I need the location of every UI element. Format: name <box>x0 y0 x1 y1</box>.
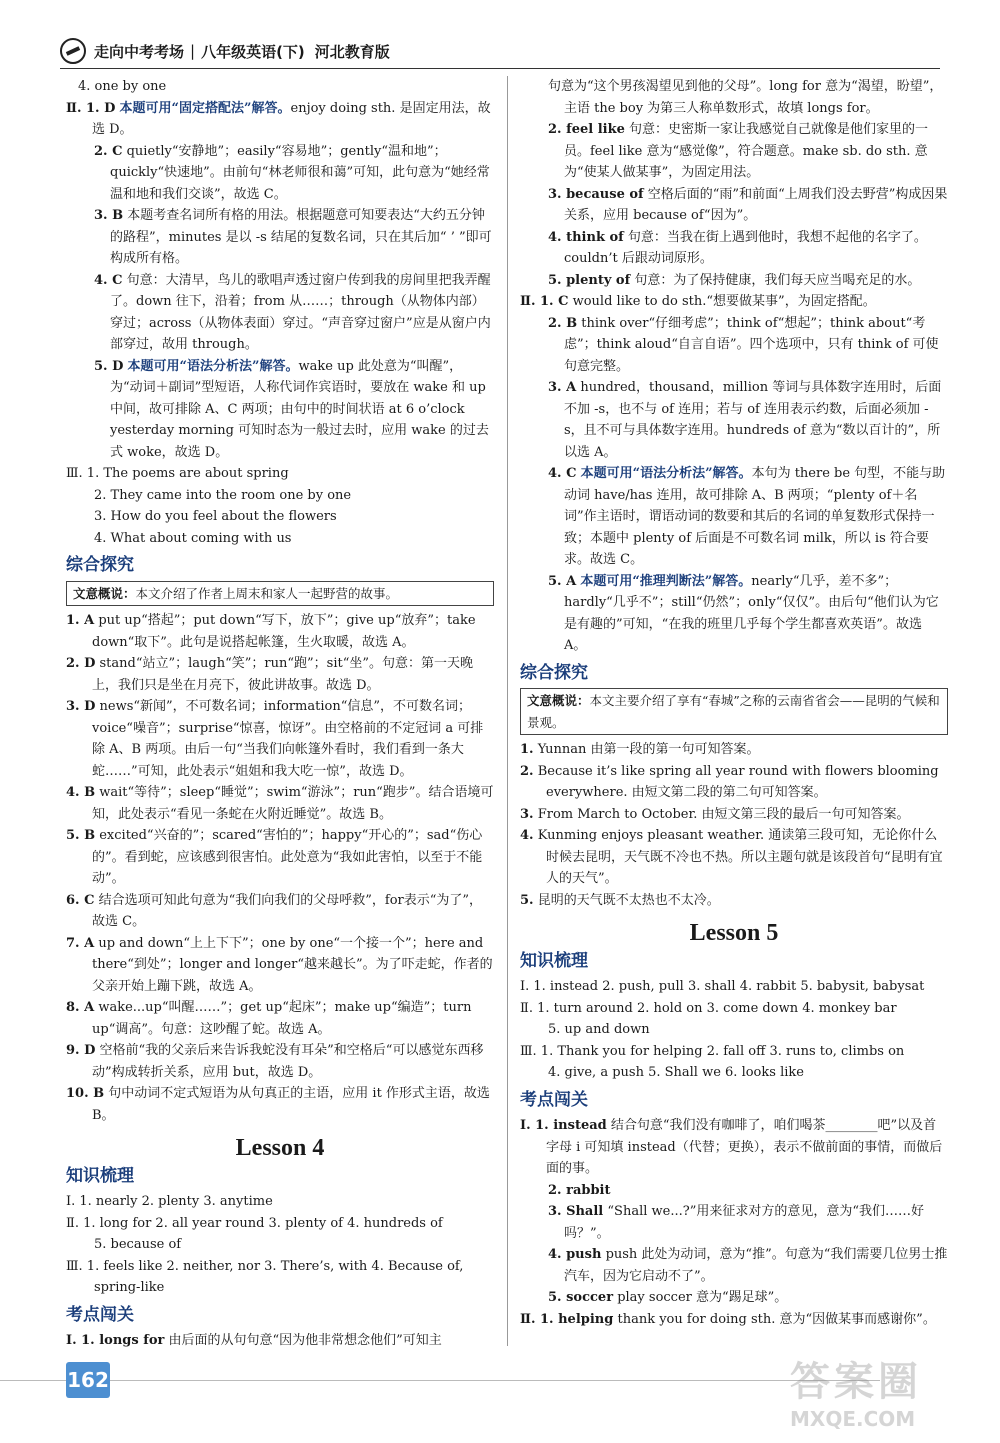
answer-number: 3. Shall <box>548 1204 604 1219</box>
answer-number: 3. B <box>94 208 124 223</box>
answer-item <box>520 1287 948 1309</box>
answer-item <box>66 205 494 270</box>
answer-text: would like to do sth.“想要做某事”，为固定搭配。 <box>572 294 876 309</box>
answer-item <box>520 377 948 463</box>
answer-item <box>66 890 494 933</box>
answer-text: put up“搭起”；put down“写下，放下”；give up“放弃”；take down“取下”。此句是说搭起帐篷，生火取暖，故选 A。 <box>92 613 476 650</box>
answer-list <box>66 610 494 1126</box>
answer-item <box>520 890 948 912</box>
answer-item <box>520 739 948 761</box>
answer-line: Ⅲ. 1. The poems are about spring <box>66 466 289 481</box>
page-header <box>60 38 390 64</box>
answer-number: 5. B <box>66 828 96 843</box>
answer-line: Ⅲ. 1. Thank you for helping 2. fall off 3. runs to, climbs on <box>520 1043 905 1059</box>
answer-line: 4. give, a push 5. Shall we 6. looks like <box>548 1065 804 1080</box>
answer-number: 2. D <box>66 656 96 671</box>
answer-text: From March to October. 由短文第三段的最后一句可知答案。 <box>537 806 910 822</box>
answer-item <box>520 227 948 270</box>
answer-item <box>520 1201 948 1244</box>
answer-line: Ⅲ. 1. feels like 2. neither, nor 3. There’s, with 4. Because of, <box>66 1258 464 1274</box>
answer-item <box>520 761 948 804</box>
answer-item <box>520 119 948 184</box>
method-tip: 本题可用“语法分析法”解答。 <box>580 466 752 481</box>
answer-item <box>66 1083 494 1126</box>
answer-text: news“新闻”，不可数名词；information“信息”，不可数名词；voice“噪音”；surprise“惊喜，惊讶”。由空格前的不定冠词 a 可排除 A、B 两项。由后一句“当我们向帐篷外看时，我们看到一条大蛇……”可知，此处表示“姐姐和我大吃一惊”，故选 D。 <box>92 699 484 779</box>
method-tip: 本题可用“语法分析法”解答。 <box>127 358 299 374</box>
answer-text: stand“站立”；laugh“笑”；run“跑”；sit“坐”。句意：第一天晚上，我们只是坐在月亮下，彼此讲故事。故选 D。 <box>92 656 474 693</box>
answer-item <box>66 696 494 782</box>
right-column <box>520 76 948 1330</box>
answer-text: up and down“上上下下”；one by one“一个接一个”；here and there“到处”；longer and longer“越来越长”。为了吓走蛇，作者的父亲开始上蹦下跳，故选 A。 <box>92 935 493 994</box>
answer-line: 4. What about coming with us <box>94 530 292 546</box>
answer-text: enjoy doing sth. 是固定用法，故选 D。 <box>92 100 491 137</box>
answer-text: hundred，thousand，million 等词与具体数字连用时，后面不加 -s，也不与 of 连用；若与 of 连用表示约数，后面必须加 -s，且不可与具体数字连用。hundreds of 意为“数以百计的”，所以选 A。 <box>564 380 942 460</box>
answer-number: 7. A <box>66 935 95 951</box>
summary-box <box>66 581 494 607</box>
answer-number: 2. B <box>548 315 578 331</box>
answer-item <box>66 997 494 1040</box>
header-separator: | <box>190 42 196 60</box>
answer-text: push 此处为动词，意为“推”。句意为“我们需要几位男士推汽车，因为它启动不了”。 <box>564 1247 948 1284</box>
answer-text: 昆明的天气既不太热也不太冷。 <box>537 892 720 908</box>
method-tip: 本题可用“固定搭配法”解答。 <box>119 100 291 116</box>
answer-item <box>520 313 948 378</box>
answer-item <box>66 270 494 356</box>
lesson-title: Lesson 5 <box>689 920 779 946</box>
answer-text: Yunnan 由第一段的第一句可知答案。 <box>537 742 760 757</box>
answer-number: 10. B <box>66 1086 105 1101</box>
answer-number: 2. <box>520 763 534 779</box>
answer-line: 2. They came into the room one by one <box>94 487 352 503</box>
answer-text: wake...up“叫醒……”；get up“起床”；make up“编造”；turn up“调高”。句意：这吵醒了蛇。故选 A。 <box>92 1000 472 1037</box>
answer-item <box>520 571 948 657</box>
answer-list <box>520 739 948 911</box>
answer-text: play soccer 意为“踢足球”。 <box>617 1290 788 1305</box>
answer-item <box>66 356 494 464</box>
book-title: 八年级英语(下) <box>201 42 305 61</box>
answer-number: 9. D <box>66 1043 96 1058</box>
answer-number: 6. C <box>66 892 95 908</box>
summary-box <box>520 688 948 735</box>
answer-text: 空格后面的“雨”和前面“上周我们没去野营”构成因果关系，应用 because of“因为”。 <box>564 186 948 223</box>
answer-number: 4. C <box>548 466 577 481</box>
answer-text: “Shall we...?”用来征求对方的意见，意为“我们……好吗？”。 <box>564 1204 924 1241</box>
summary-text: 本文介绍了作者上周末和家人一起野营的故事。 <box>135 585 399 601</box>
answer-item <box>520 291 948 313</box>
answer-line: 4. one by one <box>78 79 167 94</box>
answer-item <box>66 825 494 890</box>
answer-line: 5. up and down <box>548 1022 650 1037</box>
answer-number: Ⅱ. 1. helping <box>520 1311 614 1327</box>
answer-text: 由后面的从句句意“因为他非常想念他们”可知主 <box>168 1333 442 1348</box>
answer-item <box>520 463 948 571</box>
answer-number: 1. A <box>66 613 95 628</box>
answer-text: 句意：史密斯一家让我感觉自己就像是他们家里的一员。feel like 意为“感觉像”，符合题意。make sb. do sth. 意为“使某人做某事”，为固定用法。 <box>564 122 929 180</box>
answer-text: 本题考查名词所有格的用法。根据题意可知要表达“大约五分钟的路程”，minutes 是以 -s 结尾的复数名词，只在其后加“ ’ ”即可构成所有格。 <box>110 208 492 266</box>
answer-number: 5. D <box>94 358 124 374</box>
answer-text: Kunming enjoys pleasant weather. 通读第三段可知，无论你什么时候去昆明，天气既不冷也不热。所以主题句就是该段首句“昆明有宜人的天气”。 <box>537 828 943 886</box>
answer-item <box>520 1115 948 1180</box>
footer-rule <box>0 1380 880 1381</box>
answer-text: 句意：大清早，鸟儿的歌唱声透过窗户传到我的房间里把我弄醒了。down 往下，沿着；from 从……；through（从物体内部）穿过；across（从物体表面）穿过。“声音穿过窗户”应是从窗户内部穿过，故用 through。 <box>110 272 491 352</box>
answer-item <box>66 1040 494 1083</box>
answer-number: 4. C <box>94 272 123 288</box>
answer-line: Ⅱ. 1. long for 2. all year round 3. plenty of 4. hundreds of <box>66 1215 443 1231</box>
answer-text: wake up 此处意为“叫醒”，为“动词＋副词”型短语，人称代词作宾语时，要放在 wake 和 up 中间，故可排除 A、C 两项；由句中的时间状语 at 6 o’clock yesterday morning 可知时态为一般过去时，应用 wake 的过去式 woke，故选 D。 <box>110 358 489 460</box>
answer-item <box>66 98 494 141</box>
answer-item <box>520 804 948 826</box>
answer-item <box>520 270 948 292</box>
section-title: 知识梳理 <box>66 1165 134 1186</box>
answer-number: 4. push <box>548 1247 602 1262</box>
section-title: 综合探究 <box>520 662 588 683</box>
section-title: 综合探究 <box>66 555 134 575</box>
answer-text: 本句为 there be 句型，不能与助动词 have/has 连用，故可排除 A、B 两项；“plenty of＋名词”作主语时，谓语动词的数要和其后的名词的单复数形式保持一致；本题中 plenty of 后面是不可数名词 milk，所以 is 符合要求。故选 C。 <box>564 466 946 567</box>
answer-text: 结合句意“我们没有咖啡了，咱们喝茶________吧”以及首字母 i 可知填 instead（代替；更换），表示不做前面的事情，而做后面的事。 <box>546 1118 943 1176</box>
answer-number: 5. soccer <box>548 1290 614 1305</box>
answer-number: 4. B <box>66 785 96 800</box>
series-title: 走向中考考场 <box>94 42 185 61</box>
page-number: 162 <box>66 1362 110 1398</box>
answer-number: 5. A <box>548 573 577 589</box>
lesson-title: Lesson 4 <box>235 1135 325 1161</box>
section-title: 考点闯关 <box>66 1304 134 1325</box>
answer-text: quietly“安静地”；easily“容易地”；gently“温和地”；quickly“快速地”。由前句“林老师很和蔼”可知，此句意为“她经常温和地和我们交谈”，故选 C。 <box>110 143 490 202</box>
answer-number: 3. because of <box>548 186 644 202</box>
answer-number: 5. <box>520 892 534 908</box>
answer-list <box>520 291 948 657</box>
answer-number: 3. D <box>66 699 96 714</box>
answer-item <box>520 1309 948 1331</box>
answer-text: 句意：为了保持健康，我们每天应当喝充足的水。 <box>634 272 921 288</box>
answer-item <box>66 782 494 825</box>
answer-line: 5. because of <box>94 1237 182 1252</box>
answer-item <box>66 610 494 653</box>
answer-item <box>66 1330 494 1352</box>
answer-text: think over“仔细考虑”；think of“想起”；think about“考虑”；think aloud“自言自语”。四个选项中，只有 think of 可使句意完整。 <box>564 315 939 374</box>
answer-line: spring-like <box>94 1280 165 1295</box>
answer-number: 4. think of <box>548 229 624 245</box>
answer-text: 句意：当我在街上遇到他时，我想不起他的名字了。couldn’t 后跟动词原形。 <box>564 229 927 266</box>
answer-number: 1. <box>520 742 534 757</box>
answer-list <box>520 119 948 291</box>
answer-number: 3. A <box>548 380 577 395</box>
answer-number: Ⅰ. 1. instead <box>520 1118 607 1133</box>
answer-number: 8. A <box>66 1000 95 1015</box>
answer-number: Ⅱ. 1. C <box>520 294 569 309</box>
answer-text: thank you for doing sth. 意为“因做某事而感谢你”。 <box>617 1311 936 1327</box>
answer-number: 4. <box>520 828 534 843</box>
answer-number: Ⅱ. 1. D <box>66 100 116 116</box>
answer-item <box>520 184 948 227</box>
answer-item <box>66 653 494 696</box>
section-title: 考点闯关 <box>520 1089 588 1110</box>
answer-text: Because it’s like spring all year round with flowers blooming everywhere. 由短文第二段的第二句可知答案。 <box>537 763 939 800</box>
answer-item <box>520 825 948 890</box>
column-divider <box>507 76 508 1346</box>
answer-number: 5. plenty of <box>548 272 631 288</box>
answer-text: excited“兴奋的”；scared“害怕的”；happy“开心的”；sad“伤心的”。看到蛇，应该感到很害怕。此处意为“我如此害怕，以至于不能动”。 <box>92 828 483 886</box>
answer-line: 3. How do you feel about the flowers <box>94 509 337 524</box>
answer-line: 句意为“这个男孩渴望见到他的父母”。long for 意为“渴望，盼望”，主语 the boy 为第三人称单数形式，故填 longs for。 <box>548 79 943 116</box>
answer-line: Ⅱ. 1. turn around 2. hold on 3. come down 4. monkey bar <box>520 1000 897 1016</box>
answer-list <box>66 463 494 549</box>
watermark-logo: 答案圈 MXQE.COM <box>790 1359 922 1431</box>
section-title: 知识梳理 <box>520 950 588 971</box>
answer-text: 结合选项可知此句意为“我们向我们的父母呼救”，for表示“为了”，故选 C。 <box>92 892 483 929</box>
publisher: 河北教育版 <box>314 42 390 61</box>
answer-number: 2. rabbit <box>548 1182 611 1198</box>
answer-item <box>66 933 494 998</box>
answer-number: Ⅰ. 1. longs for <box>66 1333 165 1348</box>
series-logo-icon <box>60 38 86 64</box>
answer-text: 空格前“我的父亲后来告诉我蛇没有耳朵”和空格后“可以感觉东西移动”构成转折关系，应用 but，故选 D。 <box>92 1043 484 1080</box>
answer-line: Ⅰ. 1. instead 2. push, pull 3. shall 4. rabbit 5. babysit, babysat <box>520 979 925 994</box>
answer-list <box>520 1115 948 1330</box>
answer-text: 句中动词不定式短语为从句真正的主语，应用 it 作形式主语，故选 B。 <box>92 1086 490 1123</box>
answer-list <box>66 98 494 464</box>
left-column <box>66 76 494 1352</box>
answer-line: Ⅰ. 1. nearly 2. plenty 3. anytime <box>66 1194 273 1209</box>
answer-number: 2. C <box>94 143 123 159</box>
answer-text: nearly“几乎，差不多”；hardly“几乎不”；still“仍然”；only“仅仅”。由后句“他们认为它是有趣的”可知，“在我的班里几乎每个学生都喜欢英语”。故选 A。 <box>564 573 939 653</box>
answer-number: 3. <box>520 806 534 822</box>
summary-label: 文意概说： <box>527 693 590 708</box>
answer-text: wait“等待”；sleep“睡觉”；swim“游泳”；run“跑步”。结合语境可知，此处表示“看见一条蛇在火附近睡觉”。故选 B。 <box>92 785 494 822</box>
summary-label: 文意概说： <box>73 585 136 601</box>
header-rule <box>60 68 940 69</box>
answer-item <box>66 141 494 206</box>
answer-item <box>520 1244 948 1287</box>
summary-text: 本文主要介绍了享有“春城”之称的云南省省会——昆明的气候和景观。 <box>527 693 940 730</box>
method-tip: 本题可用“推理判断法”解答。 <box>580 573 752 589</box>
answer-number: 2. feel like <box>548 122 625 137</box>
answer-item <box>520 1180 948 1202</box>
